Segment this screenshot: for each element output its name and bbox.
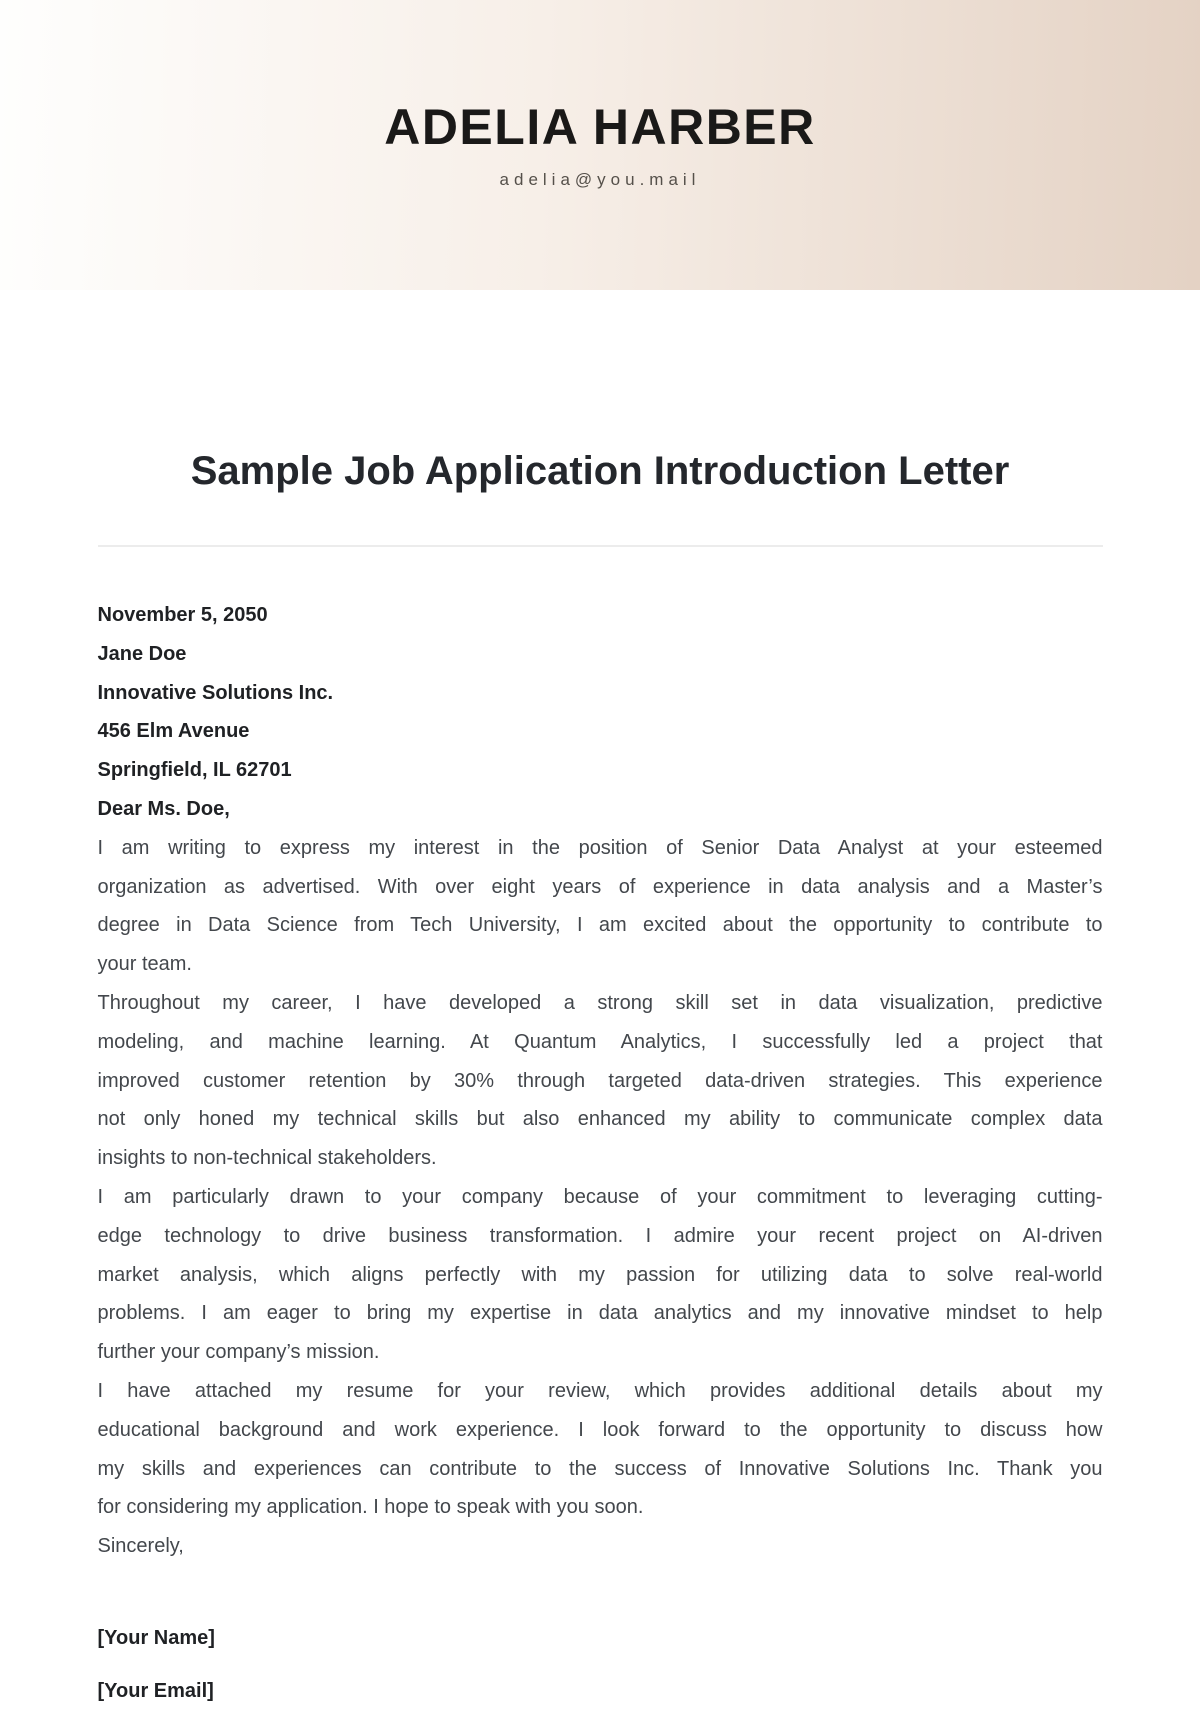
paragraph-line: degree in Data Science from Tech University, I am excited about the opportunity to contribute to — [97, 914, 1103, 937]
letterhead — [0, 0, 1200, 290]
closing-line: Sincerely, — [97, 1535, 184, 1558]
paragraph-line: insights to non-technical stakeholders. — [97, 1147, 437, 1170]
address-line: 456 Elm Avenue — [97, 720, 250, 743]
paragraph-line: further your company’s mission. — [97, 1341, 380, 1364]
paragraph-line: Throughout my career, I have developed a strong skill set in data visualization, predictive — [97, 991, 1103, 1014]
paragraph-line: improved customer retention by 30% through targeted data-driven strategies. This experience — [97, 1069, 1103, 1092]
signature-line: [Your Name] — [97, 1626, 215, 1649]
letter-body — [98, 596, 1103, 1566]
signature-block — [98, 1619, 1103, 1711]
paragraph-line: my skills and experiences can contribute to the success of Innovative Solutions Inc. Thank you — [97, 1457, 1103, 1480]
document-page — [98, 445, 1103, 1711]
paragraph-line: market analysis, which aligns perfectly with my passion for utilizing data to solve real-world — [97, 1263, 1103, 1286]
letterhead-email: adelia@you.mail — [499, 170, 701, 189]
paragraph-line: organization as advertised. With over eight years of experience in data analysis and a Master’s — [97, 875, 1103, 898]
paragraph-line: for considering my application. I hope to speak with you soon. — [97, 1496, 644, 1519]
paragraph-line: edge technology to drive business transformation. I admire your recent project on AI-driven — [97, 1224, 1103, 1247]
paragraph-line: I am writing to express my interest in the position of Senior Data Analyst at your esteemed — [97, 836, 1103, 859]
paragraph-line: I am particularly drawn to your company because of your commitment to leveraging cutting- — [97, 1185, 1103, 1208]
address-line: Jane Doe — [97, 642, 187, 665]
divider — [98, 545, 1103, 547]
paragraph-line: problems. I am eager to bring my expertise in data analytics and my innovative mindset to help — [97, 1302, 1103, 1325]
paragraph-line: not only honed my technical skills but also enhanced my ability to communicate complex data — [97, 1108, 1103, 1131]
address-line: November 5, 2050 — [97, 604, 268, 626]
paragraph-line: modeling, and machine learning. At Quantum Analytics, I successfully led a project that — [97, 1030, 1103, 1053]
address-line: Springfield, IL 62701 — [97, 759, 292, 782]
address-line: Dear Ms. Doe, — [97, 797, 230, 820]
letterhead-name: ADELIA HARBER — [384, 99, 816, 155]
signature-line: [Your Email] — [97, 1679, 214, 1702]
page-title: Sample Job Application Introduction Letter — [190, 449, 1010, 493]
paragraph-line: your team. — [97, 953, 192, 976]
address-line: Innovative Solutions Inc. — [97, 681, 334, 704]
paragraph-line: I have attached my resume for your review, which provides additional details about my — [97, 1379, 1103, 1402]
paragraph-line: educational background and work experience. I look forward to the opportunity to discuss how — [97, 1418, 1103, 1441]
